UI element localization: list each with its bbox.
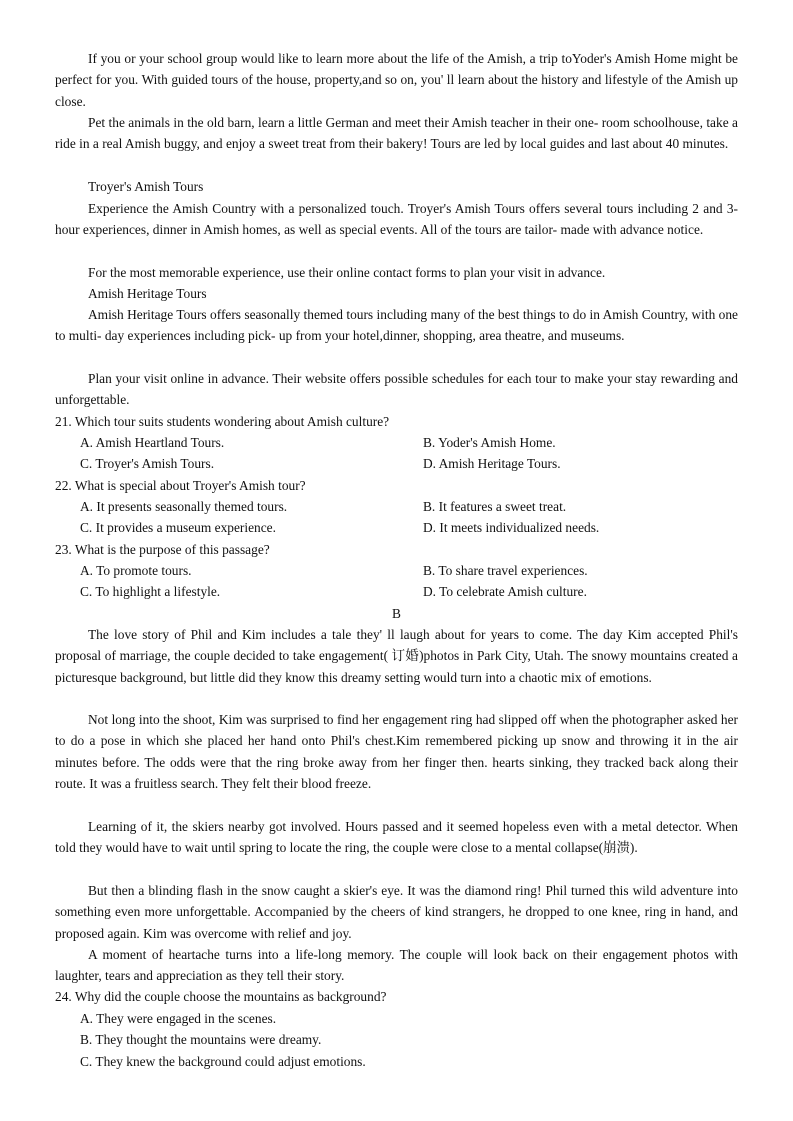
paragraph-yoder-intro: If you or your school group would like to learn more about the life of the Amish, a trip toYoder's Amish Home might be perfect for you. With guided tours of the house, property,and so on, you' ll learn about the history and lifestyle of the Amish up close. xyxy=(55,51,738,109)
paragraph-b-5: A moment of heartache turns into a life-long memory. The couple will look back on their engagement photos with laughter, tears and appreciation as they tell their story. xyxy=(55,947,738,984)
paragraph-b-1: The love story of Phil and Kim includes a tale they' ll laugh about for years to come. The day Kim accepted Phil's proposal of marriage, the couple decided to take engagement( 订婚)photos in Park City, Utah. The snowy mountains created a picturesque background, but little did they know this dreamy setting would turn into a chaotic mix of emotions. xyxy=(55,627,738,685)
paragraph-b-4: But then a blinding flash in the snow caught a skier's eye. It was the diamond ring! Phil turned this wild adventure into something even more unforgettable. Accompanied by the cheers of kind strangers, he dropped to one knee, ring in hand, and proposed again. Kim was overcome with relief and joy. xyxy=(55,883,738,941)
paragraph-troyer-intro: Experience the Amish Country with a personalized touch. Troyer's Amish Tours offers several tours including 2 and 3- hour experiences, dinner in Amish homes, as well as special events. All of the tours are tailor- made with advance notice. xyxy=(55,201,738,238)
question-23-option-c: C. To highlight a lifestyle. xyxy=(80,584,221,599)
question-22-option-a: A. It presents seasonally themed tours. xyxy=(80,499,288,514)
question-24-option-a: A. They were engaged in the scenes. xyxy=(80,1011,277,1026)
question-21-option-a: A. Amish Heartland Tours. xyxy=(80,435,225,450)
question-21-option-b: B. Yoder's Amish Home. xyxy=(423,435,556,450)
question-21-stem: 21. Which tour suits students wondering about Amish culture? xyxy=(55,414,390,429)
question-21-option-c: C. Troyer's Amish Tours. xyxy=(80,456,215,471)
question-21-option-d: D. Amish Heritage Tours. xyxy=(423,456,561,471)
question-22-option-c: C. It provides a museum experience. xyxy=(80,520,276,535)
paragraph-yoder-details: Pet the animals in the old barn, learn a little German and meet their Amish teacher in their one- room schoolhouse, take a ride in a real Amish buggy, and enjoy a sweet treat from their bakery! Tours are led by local guides and last about 40 minutes. xyxy=(55,115,738,152)
question-23-option-a: A. To promote tours. xyxy=(80,563,192,578)
heading-troyer: Troyer's Amish Tours xyxy=(88,179,204,194)
question-23-stem: 23. What is the purpose of this passage? xyxy=(55,542,270,557)
question-22-option-d: D. It meets individualized needs. xyxy=(423,520,600,535)
paragraph-heritage-intro: Amish Heritage Tours offers seasonally themed tours including many of the best things to do in Amish Country, with one to multi- day experiences including pick- up from your hotel,dinner, shopping, area theatre, and museums. xyxy=(55,307,738,344)
paragraph-heritage-plan: Plan your visit online in advance. Their website offers possible schedules for each tour to make your stay rewarding and unforgettable. xyxy=(55,371,738,408)
question-23-option-b: B. To share travel experiences. xyxy=(423,563,588,578)
heading-heritage: Amish Heritage Tours xyxy=(88,286,207,301)
question-22-option-b: B. It features a sweet treat. xyxy=(423,499,567,514)
paragraph-b-3: Learning of it, the skiers nearby got involved. Hours passed and it seemed hopeless even with a metal detector. When told they would have to wait until spring to locate the ring, the couple were close to a mental collapse(崩溃). xyxy=(55,819,738,856)
section-b-heading: B xyxy=(392,606,401,621)
question-23-option-d: D. To celebrate Amish culture. xyxy=(423,584,587,599)
paragraph-b-2: Not long into the shoot, Kim was surprised to find her engagement ring had slipped off when the photographer asked her to do a pose in which she placed her hand onto Phil's chest.Kim remembered picking up snow and throwing it in the air minutes before. The odds were that the ring broke away from her finger then. hearts sinking, they tracked back along their route. It was a fruitless search. They felt their blood freeze. xyxy=(55,712,738,792)
question-24-stem: 24. Why did the couple choose the mountains as background? xyxy=(55,989,387,1004)
question-24-option-c: C. They knew the background could adjust emotions. xyxy=(80,1054,366,1069)
question-24-option-b: B. They thought the mountains were dreamy. xyxy=(80,1032,322,1047)
question-22-stem: 22. What is special about Troyer's Amish tour? xyxy=(55,478,306,493)
paragraph-troyer-plan: For the most memorable experience, use their online contact forms to plan your visit in advance. xyxy=(88,265,606,280)
